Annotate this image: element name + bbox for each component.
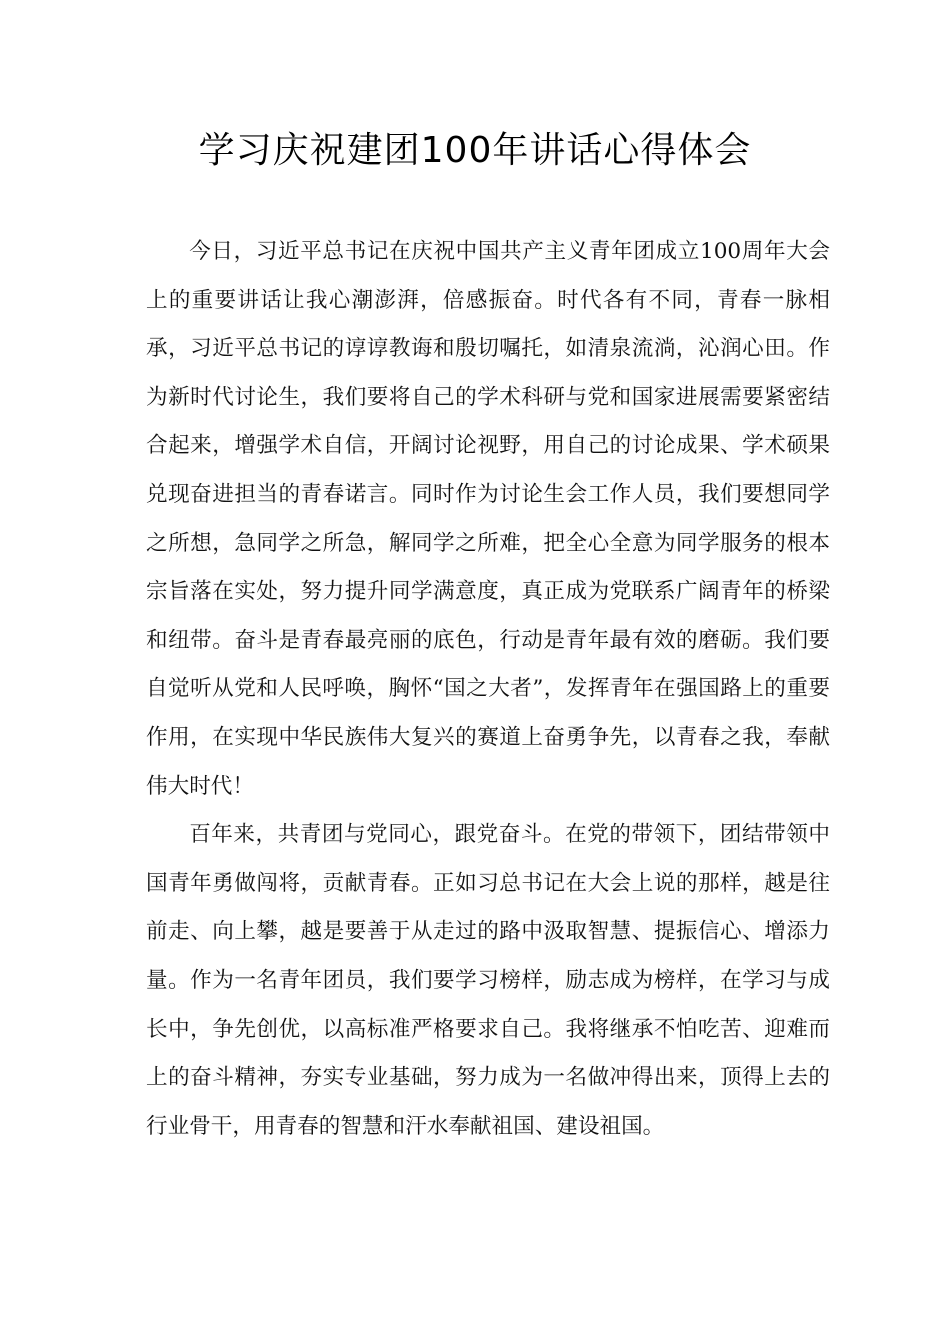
paragraph-1: 今日，习近平总书记在庆祝中国共产主义青年团成立100周年大会上的重要讲话让我心潮澎湃，倍感振奋。时代各有不同，青春一脉相承，习近平总书记的谆谆教诲和殷切嘱托，如清泉流淌，沁润心田。作为新时代讨论生，我们要将自己的学术科研与党和国家进展需要紧密结合起来，增强学术自信，开阔讨论视野，用自己的讨论成果、学术硕果兑现奋进担当的青春诺言。同时作为讨论生会工作人员，我们要想同学之所想，急同学之所急，解同学之所难，把全心全意为同学服务的根本宗旨落在实处，努力提升同学满意度，真正成为党联系广阔青年的桥梁和纽带。奋斗是青春最亮丽的底色，行动是青年最有效的磨砺。我们要自觉听从党和人民呼唤，胸怀“国之大者”，发挥青年在强国路上的重要作用，在实现中华民族伟大复兴的赛道上奋勇争先，以青春之我，奉献伟大时代！ — [146, 239, 830, 799]
paragraph-2: 百年来，共青团与党同心，跟党奋斗。在党的带领下，团结带领中国青年勇做闯将，贡献青春。正如习总书记在大会上说的那样，越是往前走、向上攀，越是要善于从走过的路中汲取智慧、提振信心、增添力量。作为一名青年团员，我们要学习榜样，励志成为榜样，在学习与成长中，争先创优，以高标准严格要求自己。我将继承不怕吃苦、迎难而上的奋斗精神，夯实专业基础，努力成为一名做冲得出来，顶得上去的行业骨干，用青春的智慧和汗水奉献祖国、建设祖国。 — [146, 822, 830, 1139]
document-body — [146, 228, 830, 1151]
document-title: 学习庆祝建团100年讲话心得体会 — [198, 130, 752, 171]
